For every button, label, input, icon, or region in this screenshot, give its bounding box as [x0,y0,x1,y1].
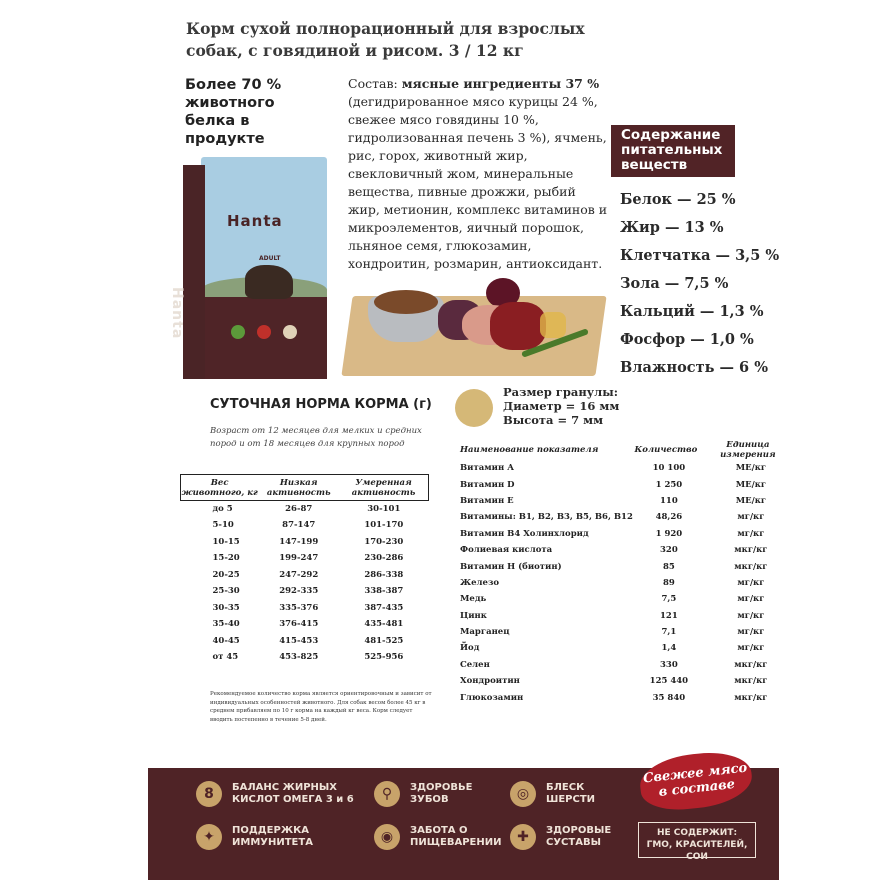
table-row [181,550,429,567]
indicator-cell: Глюкозамин [460,692,524,703]
low-activity-cell: 26-87 [285,504,313,514]
table-row [181,633,429,650]
indicator-cell: Марганец [460,627,510,638]
composition-highlight: мясные ингредиенты 37 % [401,76,600,91]
nutrients-title: Содержание питательных веществ [611,125,735,177]
moderate-activity-cell: 387-435 [364,602,404,613]
daily-norm-title: СУТОЧНАЯ НОРМА КОРМА (г) [210,397,432,412]
not-contain-box: НЕ СОДЕРЖИТ: ГМО, КРАСИТЕЛЕЙ, СОИ [638,822,756,858]
header-quantity: Количество [634,445,698,455]
table-row [460,657,797,673]
bag-badge-icon [257,325,271,339]
moderate-activity-cell: 338-387 [364,586,404,597]
unit-cell: мг/кг [737,577,765,588]
moderate-activity-cell: 481-525 [364,635,404,646]
table-row [181,583,429,600]
product-bag-image [169,157,327,383]
low-activity-cell: 453-825 [279,652,319,663]
digestion-icon: ◉ [374,824,400,850]
vitamins-table-header [460,440,797,460]
unit-cell: МЕ/кг [735,479,767,490]
quantity-cell: 7,1 [661,627,677,638]
weight-cell: 30-35 [212,602,240,613]
weight-cell: 10-15 [212,536,240,547]
indicator-cell: Витамин Е [460,495,514,506]
feeding-table-header [181,475,429,501]
moderate-activity-cell: 435-481 [364,619,404,630]
table-row [181,600,429,617]
table-row [460,493,797,509]
low-activity-cell: 415-453 [279,635,319,646]
table-row [460,608,797,624]
omega-icon: 8 [196,781,222,807]
moderate-activity-cell: 525-956 [364,652,404,663]
quantity-cell: 7,5 [661,594,677,605]
moderate-activity-cell: 286-338 [364,569,404,580]
benefit-label: БАЛАНС ЖИРНЫХ КИСЛОТ ОМЕГА 3 и 6 [232,782,354,805]
daily-norm-note: Возраст от 12 месяцев для мелких и средних пород и от 18 месяцев для крупных пород [210,426,422,449]
weight-cell: 20-25 [212,569,240,580]
nutrient-item: Зола — 7,5 % [620,275,729,292]
bag-brand-logo: Hanta [227,212,283,230]
unit-cell: МЕ/кг [735,463,767,474]
low-activity-cell: 147-199 [279,536,319,547]
weight-cell: 35-40 [212,619,240,630]
unit-cell: мг/кг [737,627,765,638]
table-row [460,575,797,591]
indicator-cell: Витамин А [460,463,515,474]
quantity-cell: 320 [660,545,678,556]
quantity-cell: 89 [662,577,675,588]
table-row [460,558,797,574]
weight-cell: от 45 [212,652,239,663]
unit-cell: мкг/кг [734,545,768,556]
fresh-meat-badge: Свежее мясо в составе [637,748,754,813]
nutrient-item: Жир — 13 % [620,219,724,236]
protein-claim: Более 70 % животного белка в продукте [185,77,282,147]
quantity-cell: 1 920 [655,528,683,539]
unit-cell: мкг/кг [734,561,768,572]
feeding-footnote: Рекомендуемое количество корма является ориентировочным и зависит от индивидуальных особенностей животного. Для собак весом более 45 кг в среднем прибавляем по 10 г корма на каждый кг веса. Корм следует вводить постепенно в течение 5-8 дней. [210,691,432,723]
table-row [460,640,797,656]
indicator-cell: Витамин Н (биотин) [460,561,562,572]
header-moderate-activity: Умеренная активность [339,475,428,501]
indicator-cell: Медь [460,594,487,605]
low-activity-cell: 335-376 [279,602,319,613]
table-row [460,689,797,705]
benefit-item [510,781,595,807]
unit-cell: мг/кг [737,528,765,539]
table-row [460,542,797,558]
header-weight: Вес животного, кг [181,475,259,501]
indicator-cell: Фолиевая кислота [460,545,553,556]
indicator-cell: Йод [460,643,480,654]
feeding-table [180,474,429,666]
product-title: Корм сухой полнорационный для взрослых собак, с говядиной и рисом. 3 / 12 кг [186,19,585,60]
benefit-item [374,824,501,850]
quantity-cell: 85 [662,561,675,572]
granule-height: Высота = 7 мм [503,413,604,427]
granule-icon [455,389,493,427]
nutrient-item: Влажность — 6 % [620,359,768,376]
granule-diameter: Диаметр = 16 мм [503,399,620,413]
oil-jar [540,312,566,338]
low-activity-cell: 87-147 [282,520,316,531]
indicator-cell: Витамин D [460,479,515,490]
bag-badge-icon [231,325,245,339]
low-activity-cell: 376-415 [279,619,319,630]
nutrient-item: Клетчатка — 3,5 % [620,247,780,264]
table-row [460,476,797,492]
indicator-cell: Цинк [460,610,487,621]
table-row [181,649,429,666]
benefit-item [374,781,472,807]
moderate-activity-cell: 101-170 [364,520,404,531]
low-activity-cell: 247-292 [279,569,319,580]
benefit-label: БЛЕСК ШЕРСТИ [546,782,596,805]
header-unit: Единица измерения [720,440,776,460]
table-row [460,509,797,525]
low-activity-cell: 292-335 [279,586,319,597]
weight-cell: 40-45 [212,635,240,646]
shine-icon: ◎ [510,781,536,807]
quantity-cell: 330 [660,659,678,670]
unit-cell: мкг/кг [734,692,768,703]
indicator-cell: Витамин В4 Холинхлорид [460,528,589,539]
indicator-cell: Витамины: В1, В2, В3, В5, В6, В12 [460,512,633,523]
table-row [460,624,797,640]
unit-cell: мг/кг [737,643,765,654]
benefit-label: ЗАБОТА О ПИЩЕВАРЕНИИ [410,825,502,848]
benefit-label: ЗДОРОВЫЕ СУСТАВЫ [546,825,612,848]
quantity-cell: 121 [660,610,678,621]
quantity-cell: 35 840 [652,692,686,703]
unit-cell: мг/кг [737,610,765,621]
dog-icon [245,265,293,299]
bag-badge-icon [283,325,297,339]
composition-text [348,75,608,273]
indicator-cell: Селен [460,659,490,670]
table-row [181,616,429,633]
table-row [181,567,429,584]
composition-prefix: Состав: [348,76,402,91]
table-row [181,534,429,551]
unit-cell: мг/кг [737,594,765,605]
table-row [460,673,797,689]
feeding-table-body [181,501,429,666]
table-row [460,591,797,607]
unit-cell: мкг/кг [734,659,768,670]
quantity-cell: 10 100 [652,463,686,474]
table-row [181,517,429,534]
quantity-cell: 110 [660,495,678,506]
low-activity-cell: 199-247 [279,553,319,564]
nutrient-item: Фосфор — 1,0 % [620,331,754,348]
moderate-activity-cell: 230-286 [364,553,404,564]
nutrient-item: Кальций — 1,3 % [620,303,764,320]
indicator-cell: Хондроитин [460,676,520,687]
moderate-activity-cell: 30-101 [367,504,401,514]
quantity-cell: 125 440 [649,676,689,687]
weight-cell: 25-30 [212,586,240,597]
joints-icon: ✚ [510,824,536,850]
weight-cell: до 5 [212,504,233,514]
vitamins-table [460,440,797,706]
quantity-cell: 48,26 [655,512,683,523]
vitamins-table-body [460,460,797,706]
quantity-cell: 1 250 [655,479,683,490]
moderate-activity-cell: 170-230 [364,536,404,547]
nutrients-list [620,190,779,386]
nutrient-item: Белок — 25 % [620,191,736,208]
benefit-label: ЗДОРОВЬЕ ЗУБОВ [410,782,473,805]
unit-cell: мкг/кг [734,676,768,687]
benefit-item [196,781,354,807]
header-indicator: Наименование показателя [460,445,599,455]
weight-cell: 15-20 [212,553,240,564]
indicator-cell: Железо [460,577,500,588]
immunity-icon: ✦ [196,824,222,850]
bag-side [183,165,205,379]
header-low-activity: Низкая активность [258,475,339,501]
unit-cell: МЕ/кг [735,495,767,506]
tooth-icon: ⚲ [374,781,400,807]
bag-side-logo: Hanta [169,287,185,340]
granule-size [503,385,619,427]
table-row [460,526,797,542]
bag-line-label: ADULT [259,255,281,262]
granule-title: Размер гранулы: [503,385,618,399]
unit-cell: мг/кг [737,512,765,523]
composition-body: (дегидрированное мясо курицы 24 %, свежее мясо говядины 10 %, гидролизованная печень 3 %), ячмень, рис, горох, животный жир, свекловичный жом, минеральные вещества, пивные дрожжи, рыбий жир, метионин, комплекс витаминов и микроэлементов, яичный порошок, льняное семя, глюкозамин, хондроитин, розмарин, антиоксидант. [348,94,608,271]
benefit-item [510,824,611,850]
weight-cell: 5-10 [212,520,234,531]
quantity-cell: 1,4 [661,643,677,654]
beef [490,302,546,350]
table-row [460,460,797,476]
benefit-label: ПОДДЕРЖКА ИММУНИТЕТА [232,825,313,848]
table-row [181,501,429,518]
benefit-item [196,824,313,850]
kibble [374,290,438,314]
